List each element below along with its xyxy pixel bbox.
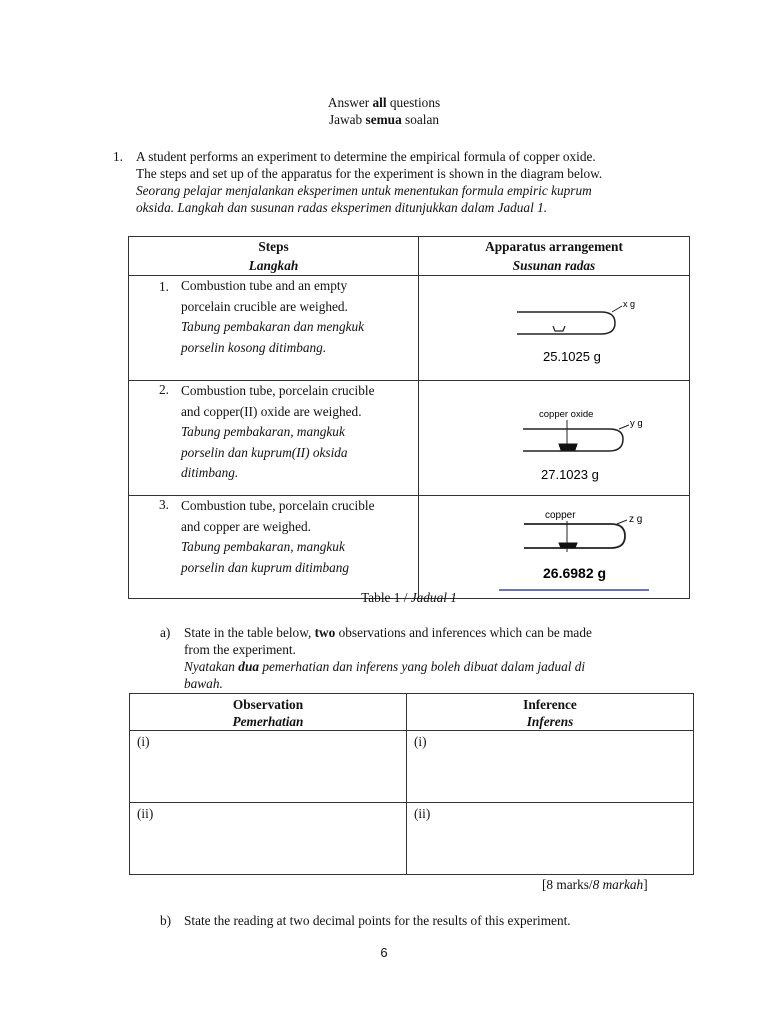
mass-label: y g [630, 418, 643, 429]
question-text: A student performs an experiment to determine the empirical formula of copper oxide. The steps and set up of the apparatus for the experiment is shown in the diagram below. Seorang pelajar menjalankan eksperimen untuk menentukan formula empiric kuprum oksida. Langkah dan susunan radas eksperimen ditunjukkan dalam Jadual 1. [136, 149, 603, 215]
apparatus-header: Apparatus arrangement Susunan radas [419, 237, 690, 276]
mass-label: x g [623, 299, 636, 309]
apparatus-cell [419, 496, 690, 599]
page-number: 6 [380, 945, 388, 960]
apparatus-cell [419, 381, 690, 496]
substance-label: copper [545, 510, 576, 521]
mass-label: z g [629, 514, 643, 525]
observation-cell[interactable]: (ii) [130, 803, 407, 875]
apparatus-diagram [419, 496, 689, 594]
observation-cell[interactable]: (i) [130, 731, 407, 803]
observation-table [129, 693, 694, 875]
inference-cell[interactable]: (i) [407, 731, 694, 803]
apparatus-cell [419, 276, 690, 381]
step-row: 1. Combustion tube and an empty porcelain crucible are weighed. Tabung pembakaran dan mengkuk porselin kosong ditimbang. [129, 276, 419, 381]
part-b-text: State the reading at two decimal points for the results of this experiment. [184, 913, 571, 928]
table-caption: Table 1 / Jadual 1 [361, 590, 457, 605]
apparatus-diagram [419, 381, 689, 491]
question-number: 1. [113, 149, 123, 164]
part-a-text: State in the table below, two observations and inferences which can be made from the experiment. Nyatakan dua pemerhatian dan inferens yang boleh dibuat dalam jadual di bawah. [184, 625, 592, 691]
step-row: 3. Combustion tube, porcelain crucible and copper are weighed. Tabung pembakaran, mangkuk porselin dan kuprum ditimbang [129, 496, 419, 599]
part-b-label: b) [160, 913, 172, 928]
mass-reading: 27.1023 g [541, 467, 599, 482]
mass-reading: 26.6982 g [543, 565, 607, 581]
marks-label: [8 marks/8 markah] [542, 877, 648, 892]
part-a-label: a) [160, 625, 171, 640]
steps-table [128, 236, 690, 599]
step-row: 2. Combustion tube, porcelain crucible and copper(II) oxide are weighed. Tabung pembakaran, mangkuk porselin dan kuprum(II) oksida ditimbang. [129, 381, 419, 496]
inference-header: Inference Inferens [407, 694, 694, 731]
observation-header: Observation Pemerhatian [130, 694, 407, 731]
header-instructions: Answer all questions Jawab semua soalan [327, 95, 441, 127]
apparatus-diagram [419, 276, 689, 376]
steps-header: Steps Langkah [129, 237, 419, 276]
substance-label: copper oxide [539, 409, 594, 420]
inference-cell[interactable]: (ii) [407, 803, 694, 875]
mass-reading: 25.1025 g [543, 349, 601, 364]
